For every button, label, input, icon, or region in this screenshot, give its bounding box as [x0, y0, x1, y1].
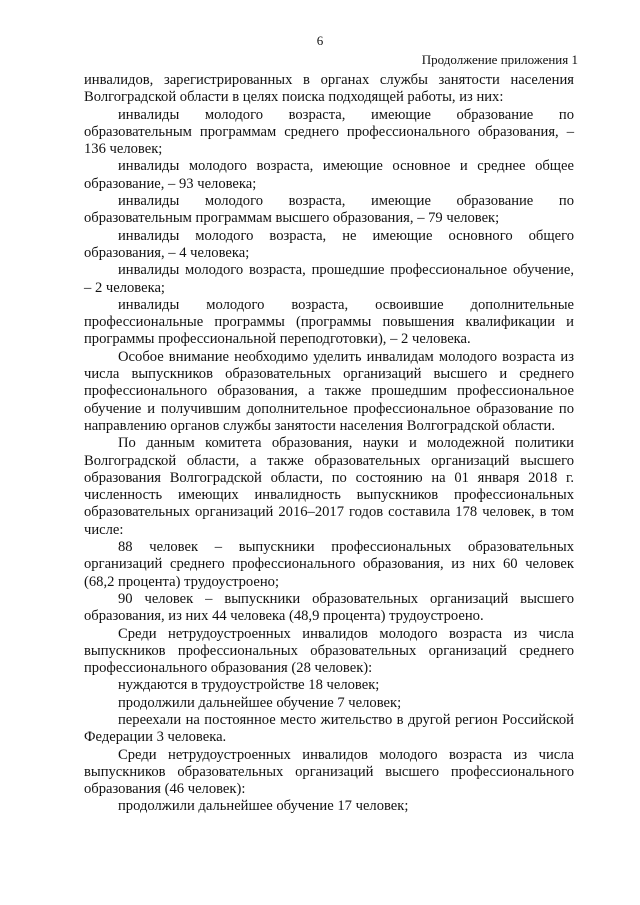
- body-paragraph: 88 человек – выпускники профессиональных образовательных организаций среднего профессионального образования, из них 60 человек (68,2 процента) трудоустроено;: [84, 539, 574, 590]
- body-paragraph: Среди нетрудоустроенных инвалидов молодого возраста из числа выпускников образовательных организаций высшего профессионального образования (46 человек):: [84, 746, 574, 798]
- body-paragraph: инвалиды молодого возраста, имеющие образование по образовательным программам высшего образования, – 79 человек;: [84, 193, 574, 227]
- body-paragraph: Среди нетрудоустроенных инвалидов молодого возраста из числа выпускников профессиональных образовательных организаций среднего профессионального образования (28 человек):: [84, 625, 574, 677]
- page-number: 6: [316, 33, 324, 48]
- body-paragraph: нуждаются в трудоустройстве 18 человек;: [118, 677, 380, 694]
- body-paragraph: продолжили дальнейшее обучение 7 человек;: [118, 694, 402, 711]
- body-paragraph: Особое внимание необходимо уделить инвалидам молодого возраста из числа выпускников образовательных организаций высшего и среднего профессионального образования, а также прошедшим профессиональное обучение и получившим дополнительное профессиональное образование по направлению органов службы занятости населения Волгоградской области.: [84, 348, 574, 434]
- body-paragraph: инвалиды молодого возраста, имеющие основное и среднее общее образование, – 93 человека;: [84, 158, 574, 192]
- body-paragraph: переехали на постоянное место жительство в другой регион Российской Федерации 3 человека.: [84, 711, 574, 746]
- body-paragraph: инвалиды молодого возраста, освоившие дополнительные профессиональные программы (программы повышения квалификации и программы профессиональной переподготовки), – 2 человека.: [84, 296, 574, 348]
- body-paragraph: продолжили дальнейшее обучение 17 человек;: [118, 798, 409, 815]
- body-paragraph: инвалиды молодого возраста, прошедшие профессиональное обучение, – 2 человека;: [84, 262, 574, 296]
- continuation-label: Продолжение приложения 1: [421, 52, 578, 67]
- body-paragraph: инвалиды молодого возраста, не имеющие основного общего образования, – 4 человека;: [84, 227, 574, 261]
- body-paragraph: По данным комитета образования, науки и молодежной политики Волгоградской области, а также образовательных организаций высшего образования Волгоградской области, по состоянию на 01 января 2018 г. численность имеющих инвалидность выпускников профессиональных образовательных организаций 2016–2017 годов составила 178 человек, в том числе:: [84, 435, 574, 538]
- body-text: [84, 72, 574, 816]
- body-paragraph: инвалиды молодого возраста, имеющие образование по образовательным программам среднего профессионального образования, – 136 человек;: [84, 106, 574, 158]
- body-paragraph: инвалидов, зарегистрированных в органах службы занятости населения Волгоградской области в целях поиска подходящей работы, из них:: [84, 72, 574, 106]
- body-paragraph: 90 человек – выпускники образовательных организаций высшего образования, из них 44 человека (48,9 процента) трудоустроено.: [84, 590, 574, 625]
